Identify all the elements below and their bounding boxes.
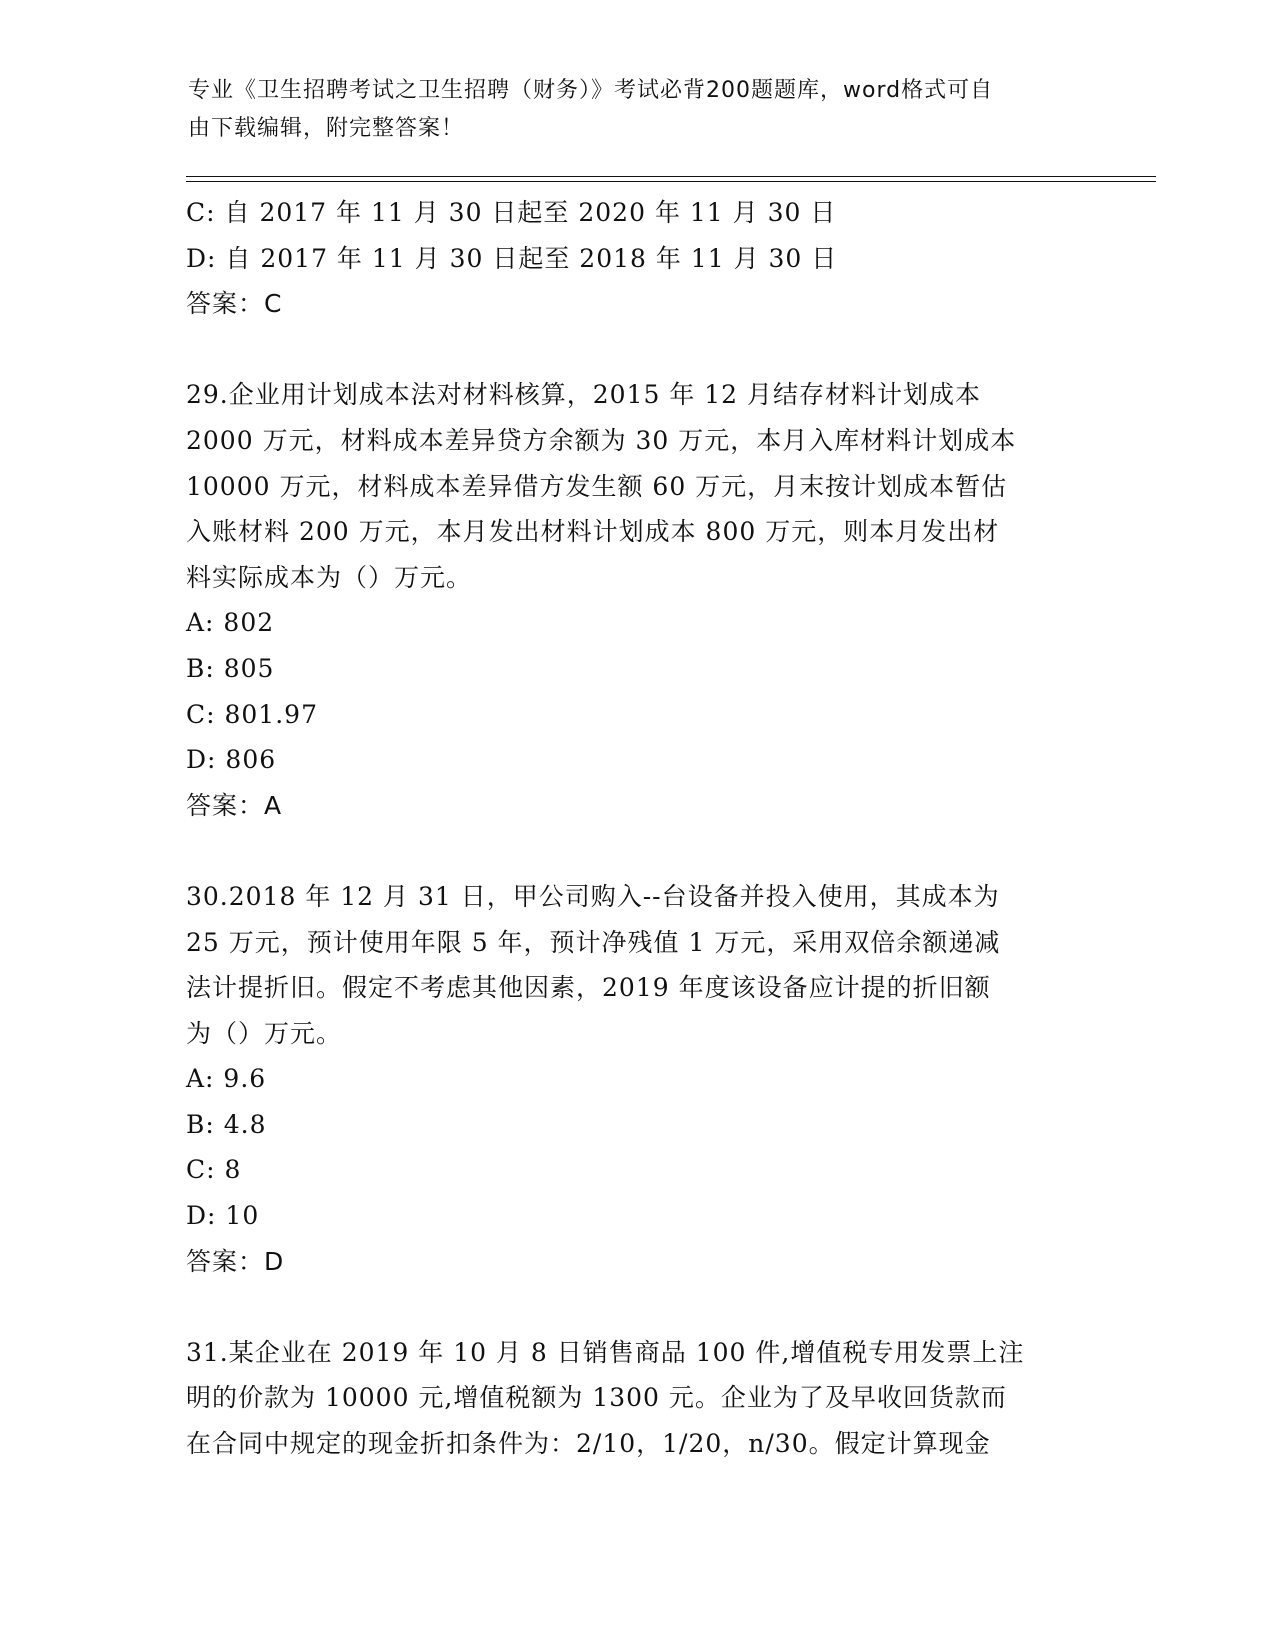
q30-answer: 答案：D: [186, 1246, 285, 1276]
q30-stem-line: 为（）万元。: [186, 1018, 343, 1048]
spacer: [186, 327, 1086, 373]
q30-stem-line: 30.2018 年 12 月 31 日，甲公司购入--台设备并投入使用，其成本为: [186, 881, 1000, 911]
q29-stem-line: 2000 万元，材料成本差异贷方余额为 30 万元，本月入库材料计划成本: [186, 425, 1017, 455]
q29-option-b: B: 805: [186, 653, 275, 683]
q29-stem-line: 10000 万元，材料成本差异借方发生额 60 万元，月末按计划成本暂估: [186, 471, 1008, 501]
q29-stem-line: 料实际成本为（）万元。: [186, 562, 473, 592]
question-28-tail: [186, 190, 1086, 327]
q28-answer: 答案：C: [186, 289, 283, 319]
q29-option-a: A: 802: [186, 608, 275, 638]
question-30: [186, 874, 1086, 1284]
q28-option-d: D: 自 2017 年 11 月 30 日起至 2018 年 11 月 30 日: [186, 243, 838, 273]
q31-stem-line: 明的价款为 10000 元,增值税额为 1300 元。企业为了及早收回货款而: [186, 1383, 1007, 1413]
document-body: [186, 190, 1086, 1467]
spacer: [186, 828, 1086, 874]
q30-option-b: B: 4.8: [186, 1109, 267, 1139]
header-divider: [186, 176, 1156, 182]
q29-stem-line: 入账材料 200 万元，本月发出材料计划成本 800 万元，则本月发出材: [186, 517, 1000, 547]
q30-option-a: A: 9.6: [186, 1064, 267, 1094]
q29-stem-line: 29.企业用计划成本法对材料核算，2015 年 12 月结存材料计划成本: [186, 380, 982, 410]
question-29: [186, 372, 1086, 828]
q30-stem-line: 25 万元，预计使用年限 5 年，预计净残值 1 万元，采用双倍余额递减: [186, 927, 1001, 957]
q31-stem-line: 在合同中规定的现金折扣条件为：2/10，1/20，n/30。假定计算现金: [186, 1429, 991, 1459]
header-title-line-1: 专业《卫生招聘考试之卫生招聘（财务）》考试必背200题题库，word格式可自: [188, 78, 994, 103]
q31-stem-line: 31.某企业在 2019 年 10 月 8 日销售商品 100 件,增值税专用发票上注: [186, 1337, 1025, 1367]
q30-stem-line: 法计提折旧。假定不考虑其他因素，2019 年度该设备应计提的折旧额: [186, 973, 991, 1003]
q30-option-d: D: 10: [186, 1201, 260, 1231]
question-31: [186, 1330, 1086, 1467]
q28-option-c: C: 自 2017 年 11 月 30 日起至 2020 年 11 月 30 日: [186, 198, 837, 227]
document-header: [188, 72, 1068, 148]
spacer: [186, 1284, 1086, 1330]
q29-option-d: D: 806: [186, 745, 277, 775]
q29-option-c: C: 801.97: [186, 699, 318, 729]
q29-answer: 答案：A: [186, 790, 283, 820]
header-title-line-2: 由下载编辑，附完整答案！: [188, 116, 465, 141]
q30-option-c: C: 8: [186, 1155, 242, 1185]
